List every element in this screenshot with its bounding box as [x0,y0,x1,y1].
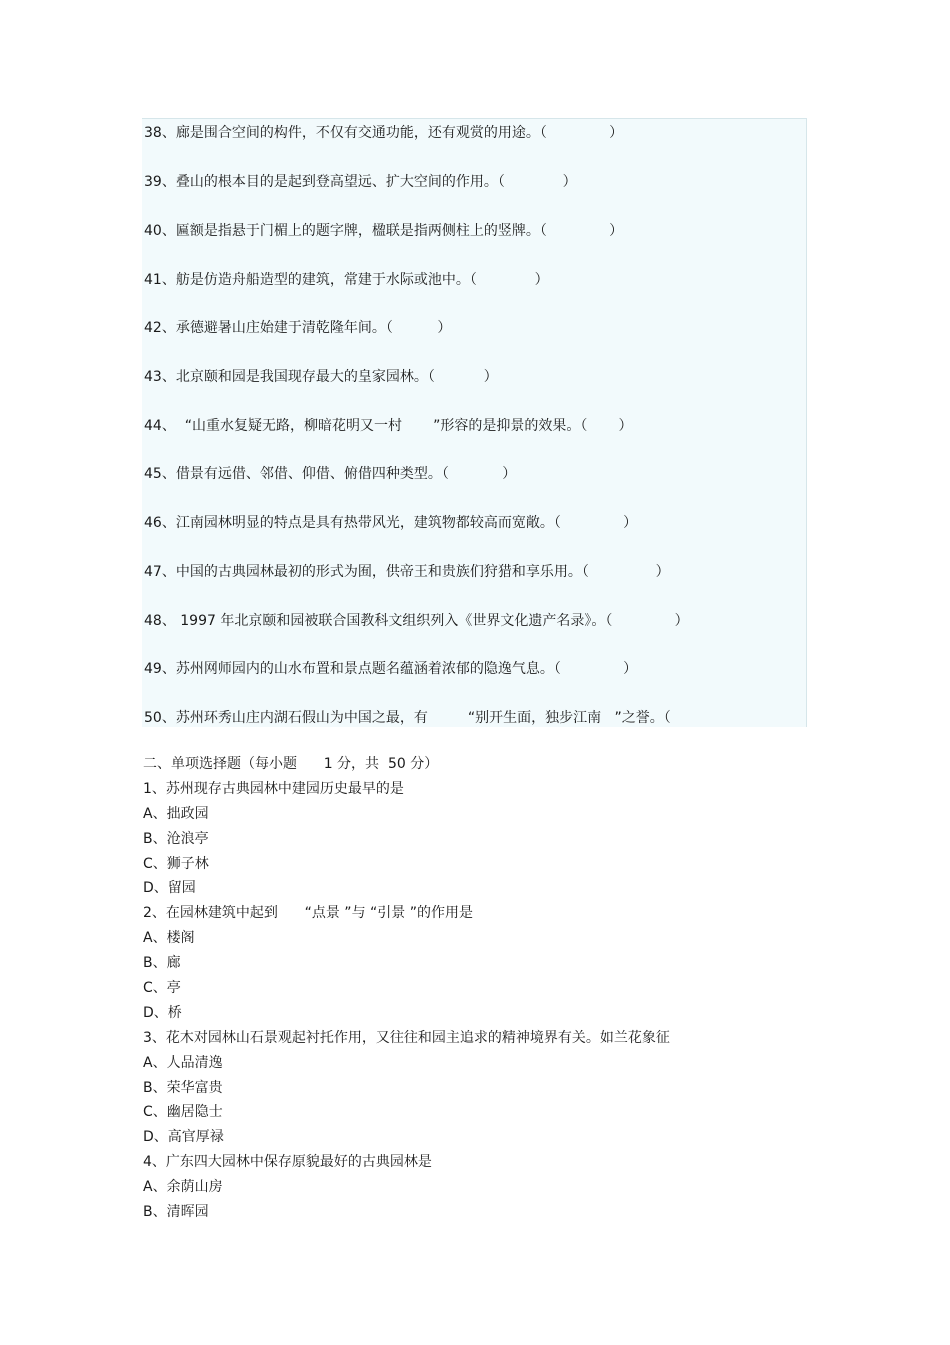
tf-question-47: 47、中国的古典园林最初的形式为囿，供帝王和贵族们狩猎和享乐用。（ ） [144,564,670,580]
section-heading: 二、单项选择题（每小题 1 分，共 50 分） [143,756,439,772]
mc-question-1-option-d: D、留园 [143,880,196,897]
tf-question-42: 42、承德避暑山庄始建于清乾隆年间。（ ） [144,320,452,336]
mc-question-1-option-c: C、狮子林 [143,855,209,872]
tf-question-46: 46、江南园林明显的特点是具有热带风光，建筑物都较高而宽敞。（ ） [144,515,638,531]
tf-question-45: 45、借景有远借、邻借、仰借、俯借四种类型。（ ） [144,466,517,482]
mc-question-3-option-a: A、人品清逸 [143,1054,223,1071]
mc-question-3-option-d: D、高官厚禄 [143,1129,224,1146]
tf-question-40: 40、匾额是指悬于门楣上的题字牌，楹联是指两侧柱上的竖牌。（ ） [144,223,624,239]
mc-question-4-option-a: A、余荫山房 [143,1179,223,1196]
true-false-section [142,118,807,727]
mc-question-3-option-c: C、幽居隐士 [143,1104,223,1121]
mc-question-3-stem: 3、花木对园林山石景观起衬托作用，又往往和园主追求的精神境界有关。如兰花象征 [143,1029,670,1046]
tf-question-49: 49、苏州网师园内的山水布置和景点题名蕴涵着浓郁的隐逸气息。（ ） [144,661,638,677]
tf-question-48: 48、 1997 年北京颐和园被联合国教科文组织列入《世界文化遗产名录》。（ ） [144,613,689,629]
mc-question-1-option-a: A、拙政园 [143,805,209,822]
tf-question-41: 41、舫是仿造舟船造型的建筑，常建于水际或池中。（ ） [144,272,549,288]
mc-question-1-stem: 1、苏州现存古典园林中建园历史最早的是 [143,780,404,797]
multiple-choice-section [143,752,803,1225]
mc-question-4-option-b: B、清晖园 [143,1204,209,1221]
mc-question-2-option-c: C、亭 [143,980,181,997]
tf-question-39: 39、叠山的根本目的是起到登高望远、扩大空间的作用。（ ） [144,174,577,190]
mc-question-2-option-b: B、廊 [143,955,181,972]
tf-question-44: 44、 “山重水复疑无路，柳暗花明又一村 ”形容的是抑景的效果。（ ） [144,418,633,434]
tf-question-43: 43、北京颐和园是我国现存最大的皇家园林。（ ） [144,369,498,385]
tf-question-38: 38、廊是围合空间的构件，不仅有交通功能，还有观赏的用途。（ ） [144,125,624,141]
mc-question-2-option-d: D、桥 [143,1004,182,1021]
mc-question-4-stem: 4、广东四大园林中保存原貌最好的古典园林是 [143,1154,432,1171]
tf-question-50: 50、苏州环秀山庄内湖石假山为中国之最，有 “别开生面，独步江南 ”之誉。（ [144,710,671,726]
mc-question-1-option-b: B、沧浪亭 [143,830,209,847]
mc-question-2-option-a: A、楼阁 [143,930,195,947]
mc-question-3-option-b: B、荣华富贵 [143,1079,223,1096]
mc-question-2-stem: 2、在园林建筑中起到 “点景 ”与 “引景 ”的作用是 [143,905,473,922]
